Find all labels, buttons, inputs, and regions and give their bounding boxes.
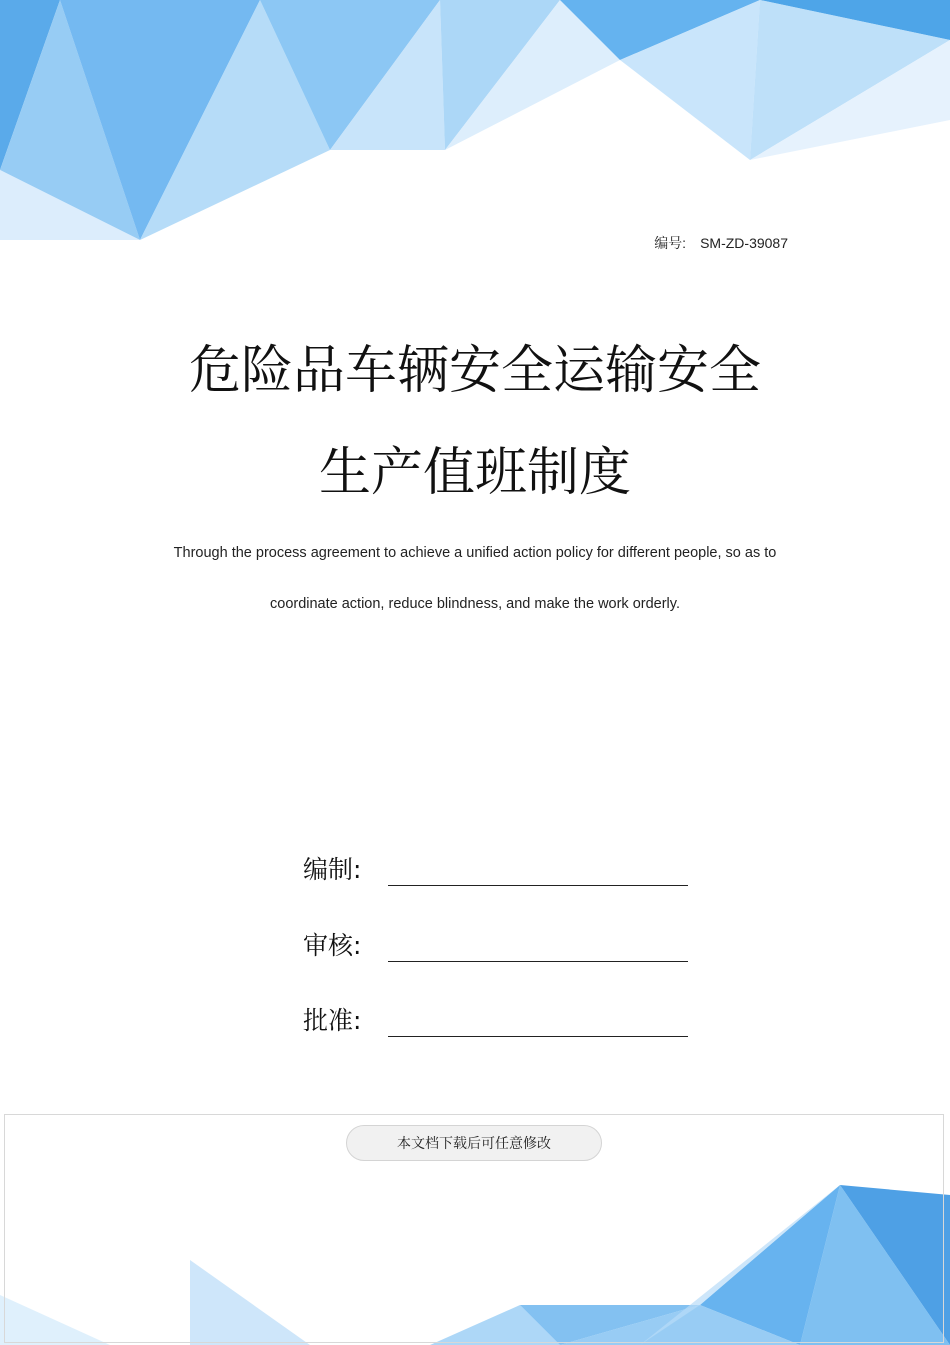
signature-row-approver (303, 1003, 688, 1037)
signature-label-reviewer: 审核: (303, 931, 362, 960)
signature-label-approver: 批准: (303, 1006, 362, 1035)
signature-line-reviewer[interactable] (388, 937, 688, 962)
document-number-value: SM-ZD-39087 (700, 235, 788, 251)
document-number (654, 233, 788, 253)
footer-note-text: 本文档下载后可任意修改 (397, 1136, 551, 1152)
signature-row-reviewer (303, 928, 688, 962)
document-number-label: 编号: (654, 235, 687, 251)
header-decoration (0, 0, 950, 245)
signature-line-approver[interactable] (388, 1012, 688, 1037)
subtitle-line2: coordinate action, reduce blindness, and make the work orderly. (270, 596, 680, 612)
signature-row-compiler (303, 852, 688, 886)
document-title-line1: 危险品车辆安全运输安全 (188, 341, 761, 401)
footer-note-badge (346, 1125, 602, 1161)
signature-label-compiler: 编制: (303, 855, 362, 884)
document-title-line2: 生产值班制度 (318, 443, 631, 503)
signature-line-compiler[interactable] (388, 861, 688, 886)
subtitle-line1: Through the process agreement to achieve a unified action policy for different people, so as to (173, 545, 777, 561)
